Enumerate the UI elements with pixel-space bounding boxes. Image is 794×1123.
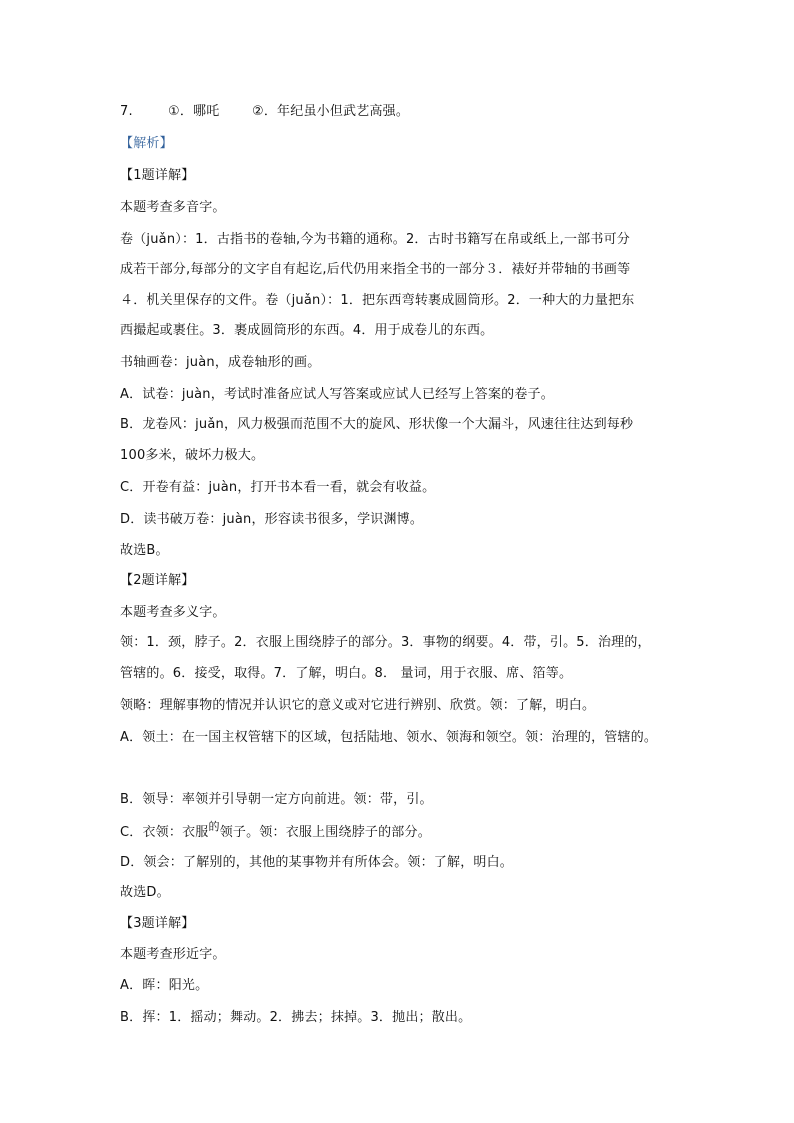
section-2-option-b: B．领导：率领并引导朝一定方向前进。领：带，引。 bbox=[120, 792, 433, 807]
section-2-option-c bbox=[120, 820, 431, 842]
section-1-line-4: 西撮起或裹住。3．裹成圆筒形的东西。4．用于成卷儿的东西。 bbox=[120, 323, 494, 338]
section-3-intro: 本题考查形近字。 bbox=[120, 947, 226, 962]
section-1-intro: 本题考查多音字。 bbox=[120, 200, 226, 215]
answer-1: ①．哪吒 bbox=[168, 104, 220, 119]
section-1-choice: 故选B。 bbox=[120, 543, 169, 558]
analysis-label: 【解析】 bbox=[120, 136, 173, 151]
section-1-option-b-line-2: 100多米，破坏力极大。 bbox=[120, 448, 265, 463]
question-7-answer bbox=[120, 103, 409, 121]
section-2-option-a: A．领土：在一国主权管辖下的区域，包括陆地、领水、领海和领空。领：治理的，管辖的。 bbox=[120, 730, 658, 745]
section-2-heading: 【2题详解】 bbox=[120, 573, 195, 588]
section-2-line-1: 领：1．颈，脖子。2．衣服上围绕脖子的部分。3．事物的纲要。4．带，引。5．治理的， bbox=[120, 635, 651, 650]
section-2-line-3: 领略：理解事物的情况并认识它的意义或对它进行辨别、欣赏。领：了解，明白。 bbox=[120, 698, 596, 713]
question-number: 7. bbox=[120, 104, 133, 119]
section-2-option-d: D．领会：了解别的，其他的某事物并有所体会。领：了解，明白。 bbox=[120, 855, 514, 870]
section-3-option-b: B．挥：1．摇动；舞动。2．拂去；抹掉。3．抛出；散出。 bbox=[120, 1010, 472, 1025]
section-3-option-a: A．晖：阳光。 bbox=[120, 978, 209, 993]
section-1-line-3: ４．机关里保存的文件。卷（juǎn）：1．把东西弯转裹成圆筒形。2．一种大的力量把东 bbox=[120, 293, 635, 308]
section-1-line-2: 成若干部分,每部分的文字自有起讫,后代仍用来指全书的一部分３．裱好并带轴的书画等 bbox=[120, 262, 631, 277]
section-2-line-2: 管辖的。6．接受，取得。7．了解，明白。8． 量词，用于衣服、席、箔等。 bbox=[120, 666, 573, 681]
section-1-option-b-line-1: B．龙卷风：juǎn，风力极强而范围不大的旋风、形状像一个大漏斗，风速往往达到每秒 bbox=[120, 417, 634, 432]
section-1-line-5: 书轴画卷：juàn，成卷轴形的画。 bbox=[120, 355, 321, 370]
option-c-superscript: 的 bbox=[208, 820, 220, 833]
option-c-prefix: C．衣领：衣服 bbox=[120, 825, 209, 840]
section-2-intro: 本题考查多义字。 bbox=[120, 605, 226, 620]
option-c-suffix: 领子。领：衣服上围绕脖子的部分。 bbox=[219, 825, 431, 840]
section-1-option-c: C．开卷有益：juàn，打开书本看一看，就会有收益。 bbox=[120, 480, 436, 495]
section-1-option-a: A．试卷：juàn，考试时准备应试人写答案或应试人已经写上答案的卷子。 bbox=[120, 387, 554, 402]
section-3-heading: 【3题详解】 bbox=[120, 916, 195, 931]
section-1-heading: 【1题详解】 bbox=[120, 168, 195, 183]
section-2-choice: 故选D。 bbox=[120, 885, 170, 900]
answer-2: ②．年纪虽小但武艺高强。 bbox=[252, 104, 410, 119]
section-1-option-d: D．读书破万卷：juàn，形容读书很多，学识渊博。 bbox=[120, 512, 424, 527]
section-1-line-1: 卷（juǎn）：1．古指书的卷轴,今为书籍的通称。2．古时书籍写在帛或纸上,一部书可分 bbox=[120, 232, 630, 247]
